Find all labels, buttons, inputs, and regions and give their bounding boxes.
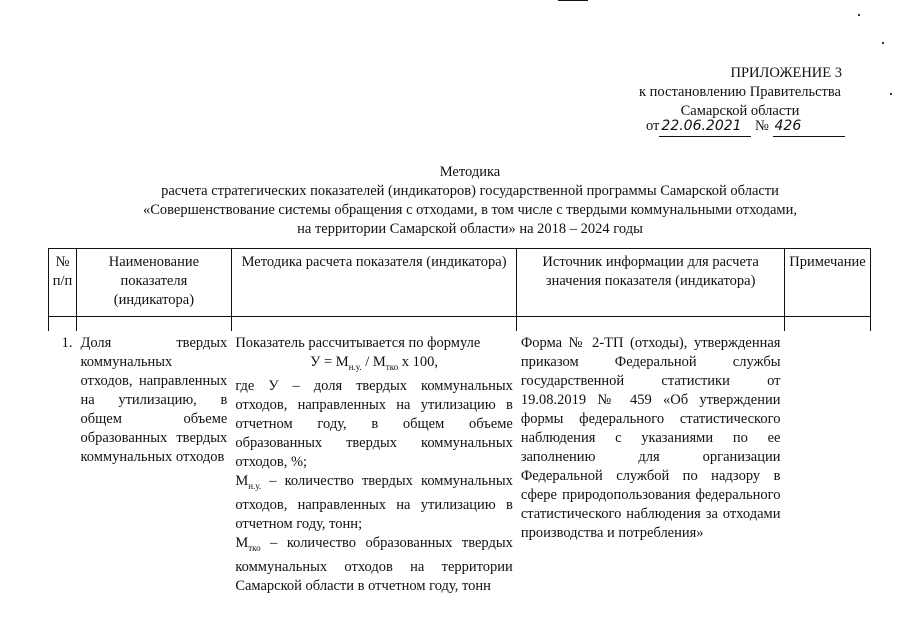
title-line4: на территории Самарской области» на 2018 – 2024 годы bbox=[297, 221, 643, 237]
title-line1: Методика bbox=[439, 164, 501, 180]
no-label: № bbox=[755, 118, 769, 134]
scan-speck bbox=[882, 42, 884, 44]
header-method: Методика расчета показателя (индикатора) bbox=[231, 249, 517, 317]
spacer-row bbox=[49, 317, 871, 332]
appendix-line2: Самарской области bbox=[680, 103, 800, 119]
header-num: № п/п bbox=[49, 249, 77, 317]
scan-mark bbox=[558, 0, 588, 1]
from-label: от bbox=[646, 118, 660, 134]
table-header-row bbox=[49, 249, 871, 317]
decree-date: 22.06.2021 bbox=[659, 117, 751, 137]
header-source: Источник информации для расчета значения показателя (индикатора) bbox=[517, 249, 785, 317]
scan-speck bbox=[890, 93, 892, 95]
formula: $У = М_{н.у.} / М_{тко}$ х 100, bbox=[310, 354, 439, 372]
row-number: 1. bbox=[61, 335, 73, 351]
information-source: Форма № 2-ТП (отходы), утвержденная приказом Федеральной службы государственной статистики от 19.08.2019 № 459 «Об утверждении формы федерального статистического наблюдения с указаниями по ее заполнению для организации Федеральной службой по надзору в сфере природопользования федерального статистического наблюдения за отходами производства и потребления» bbox=[520, 335, 781, 541]
header-note: Примечание bbox=[784, 249, 870, 317]
title-line3: «Совершенствование системы обращения с отходами, в том числе с твердыми коммунальными отходами, bbox=[142, 202, 797, 218]
indicator-name: Доля твердых коммунальных отходов, направленных на утилизацию, в общем объеме образованных твердых коммунальных отходов bbox=[80, 335, 228, 465]
scan-speck bbox=[858, 14, 860, 16]
definition-mtko: $М_{тко}$ – количество образованных твердых коммунальных отходов на территории Самарской области в отчетном году, тонн bbox=[235, 534, 513, 594]
decree-reference bbox=[646, 117, 845, 137]
methodology-table bbox=[48, 248, 871, 596]
appendix-number: ПРИЛОЖЕНИЕ 3 bbox=[730, 65, 842, 81]
document-title bbox=[60, 163, 880, 239]
table-row bbox=[49, 331, 871, 596]
decree-number: 426 bbox=[773, 117, 845, 137]
appendix-header bbox=[620, 64, 860, 121]
appendix-line1: к постановлению Правительства bbox=[639, 84, 841, 100]
calculation-method bbox=[231, 331, 517, 596]
title-line2: расчета стратегических показателей (индикаторов) государственной программы Самарской области bbox=[161, 183, 779, 199]
method-intro: Показатель рассчитывается по формуле bbox=[235, 335, 481, 351]
note bbox=[784, 331, 870, 596]
definition-u: где У – доля твердых коммунальных отходов, направленных на утилизацию в отчетном году, в общем объеме образованных твердых коммунальных отходов, %; bbox=[235, 377, 513, 470]
header-name: Наименование показателя (индикатора) bbox=[76, 249, 231, 317]
definition-mny: $М_{н.у.}$ – количество твердых коммунальных отходов, направленных на утилизацию в отчетном году, тонн; bbox=[235, 472, 513, 532]
